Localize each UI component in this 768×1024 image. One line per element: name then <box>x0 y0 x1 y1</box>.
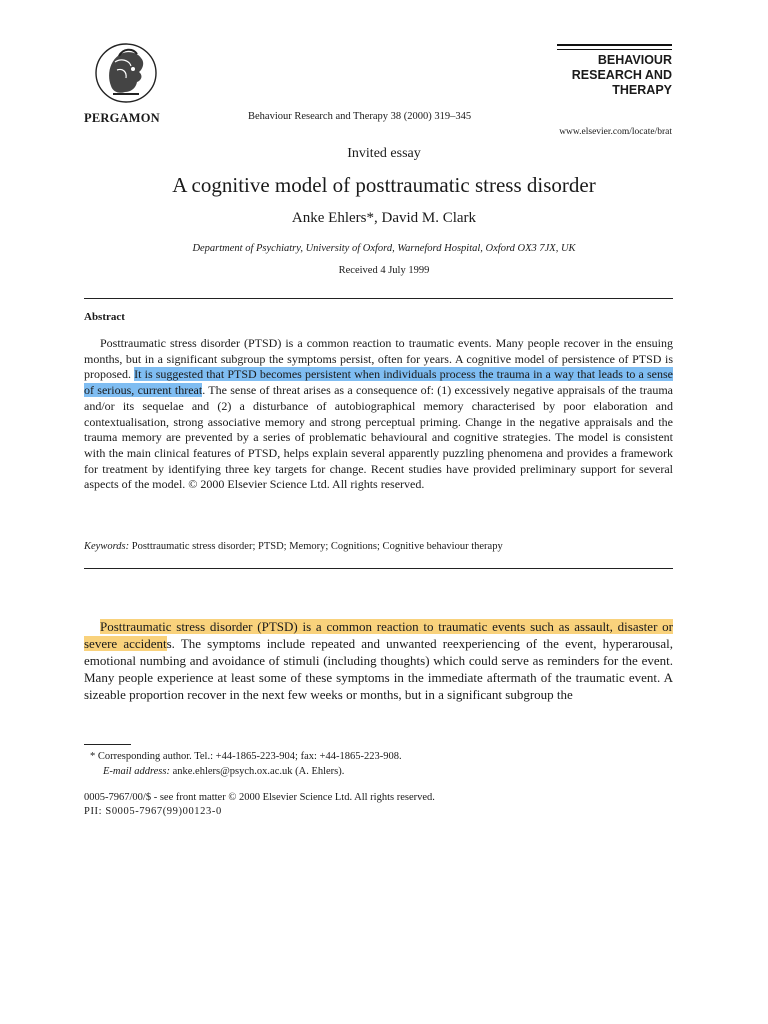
journal-name-line-2: RESEARCH AND <box>571 68 672 82</box>
abstract-text <box>84 336 673 493</box>
abstract-bottom-rule <box>84 568 673 569</box>
keywords-label: Keywords: <box>84 541 130 552</box>
received-date: Received 4 July 1999 <box>338 265 430 276</box>
keywords-list: Posttraumatic stress disorder; PTSD; Memory; Cognitions; Cognitive behaviour therapy <box>129 541 503 552</box>
body-highlight[interactable]: Posttraumatic stress disorder (PTSD) is a common reaction to traumatic events such as assault, disaster or severe accident <box>84 619 673 652</box>
abstract-text-end: . The sense of threat arises as a consequence of: (1) excessively negative appraisals of the trauma and/or its sequelae and (2) a disturbance of autobiographical memory characterised by poor elaboration and contextualisation, strong associative memory and strong perceptual priming. Change in the negative appraisals and the trauma memory are prevented by a series of problematic behavioural and cognitive strategies. The model is consistent with the main clinical features of PTSD, helps explain several apparently puzzling phenomena and provides a framework for treatment by identifying three key targets for change. Recent studies have provided preliminary support for several aspects of the model. © 2000 Elsevier Science Ltd. All rights reserved. <box>84 383 673 492</box>
body-paragraph <box>84 618 673 703</box>
abstract-highlight[interactable]: It is suggested that PTSD becomes persistent when individuals process the trauma in a way that leads to a sense of serious, current threat <box>84 367 673 398</box>
article-type: Invited essay <box>347 146 421 161</box>
pii-line: PII: S0005-7967(99)00123-0 <box>84 806 222 817</box>
article-authors: Anke Ehlers*, David M. Clark <box>291 210 477 226</box>
masthead-rule-top <box>557 44 672 46</box>
article-title: A cognitive model of posttraumatic stress disorder <box>172 173 596 197</box>
masthead-rule-thin <box>557 49 672 50</box>
abstract-text-start: Posttraumatic stress disorder (PTSD) is a common reaction to traumatic events. Many people recover in the ensuing months, but in a significant subgroup the symptoms persist, often for years. A cognitive model of persistence of PTSD is proposed. <box>84 336 673 382</box>
abstract-top-rule <box>84 298 673 299</box>
email-address[interactable]: anke.ehlers@psych.ox.ac.uk (A. Ehlers). <box>169 766 345 777</box>
email-label: E-mail address: <box>103 766 170 777</box>
keywords <box>84 541 503 552</box>
journal-masthead <box>557 44 672 98</box>
author-affiliation: Department of Psychiatry, University of Oxford, Warneford Hospital, Oxford OX3 7JX, UK <box>192 243 576 254</box>
publisher-name: PERGAMON <box>84 111 160 125</box>
journal-name-line-1: BEHAVIOUR <box>597 53 672 67</box>
corresponding-author-note: * Corresponding author. Tel.: +44-1865-223-904; fax: +44-1865-223-908. <box>90 751 402 762</box>
email-note <box>103 765 344 780</box>
body-text: s. The symptoms include repeated and unwanted reexperiencing of the event, hyperarousal, emotional numbing and avoidance of stimuli (including thoughts) which could serve as reminders for the event. Many people experience at least some of these symptoms in the immediate aftermath of the traumatic event. A sizeable proportion recover in the next few weeks or months, but in a significant subgroup the <box>84 636 673 703</box>
journal-name-line-3: THERAPY <box>612 83 672 97</box>
abstract-heading: Abstract <box>84 311 125 323</box>
journal-citation: Behaviour Research and Therapy 38 (2000) 319–345 <box>248 111 472 122</box>
footnote-rule <box>84 744 131 745</box>
copyright-line: 0005-7967/00/$ - see front matter © 2000 Elsevier Science Ltd. All rights reserved. <box>84 792 435 803</box>
journal-url[interactable]: www.elsevier.com/locate/brat <box>559 127 672 137</box>
publisher-logo <box>93 42 159 104</box>
